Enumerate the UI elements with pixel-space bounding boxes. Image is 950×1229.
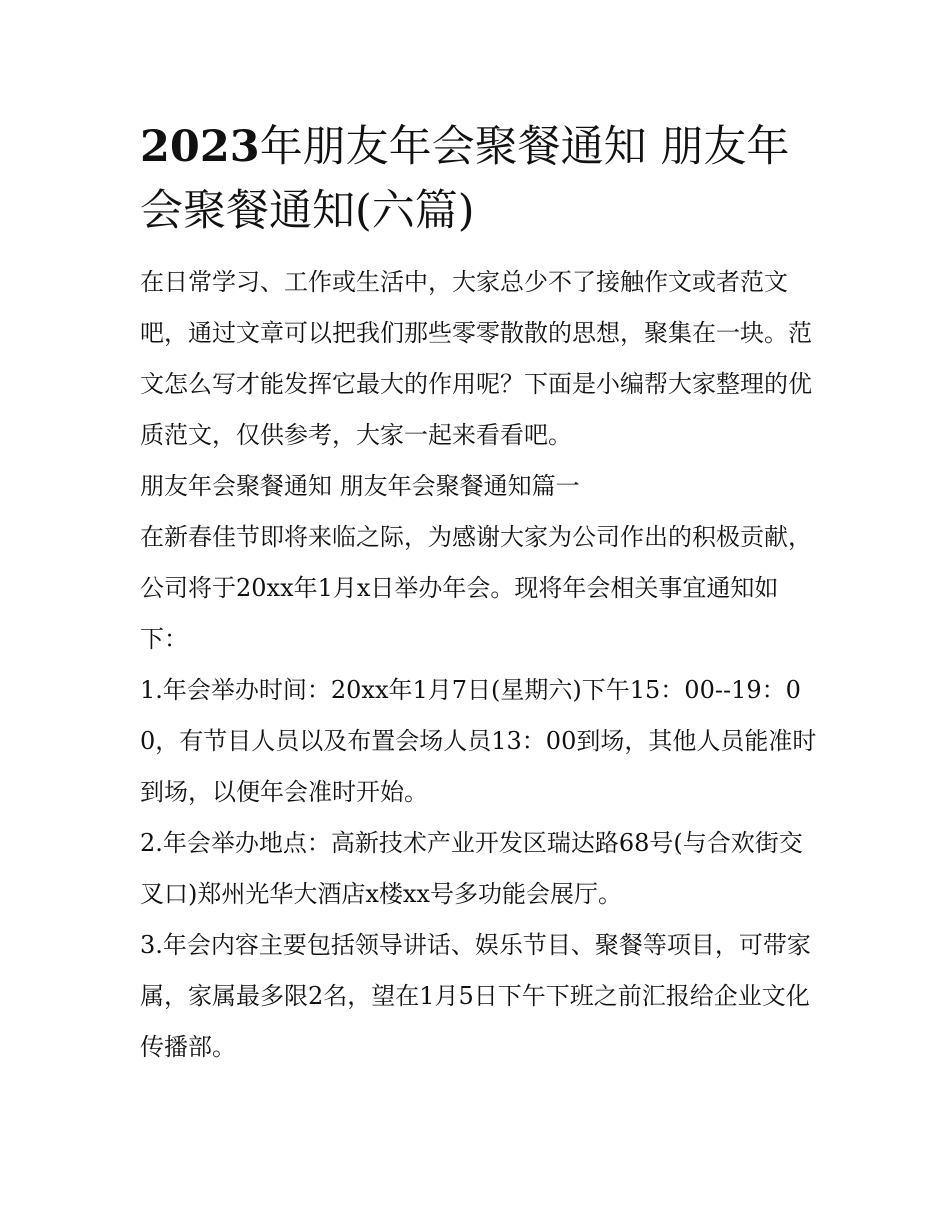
title-year: 2023: [140, 122, 260, 172]
list-item-content: 3.年会内容主要包括领导讲话、娱乐节目、聚餐等项目，可带家属，家属最多限2名，望在1月5日下午下班之前汇报给企业文化传播部。: [140, 931, 811, 1061]
title-text: 年朋友年会聚餐通知 朋友年会聚餐通知(六篇): [140, 122, 790, 236]
list-item-time: 1.年会举办时间：20xx年1月7日(星期六)下午15：00--19：00，有节目人员以及布置会场人员13：00到场，其他人员能准时到场，以便年会准时开始。: [140, 676, 817, 806]
document-title: [140, 115, 820, 243]
section-heading: 朋友年会聚餐通知 朋友年会聚餐通知篇一: [140, 472, 580, 500]
list-item-location: 2.年会举办地点：高新技术产业开发区瑞达路68号(与合欢街交叉口)郑州光华大酒店x楼xx号多功能会展厅。: [140, 829, 803, 908]
notice-paragraph: 在新春佳节即将来临之际，为感谢大家为公司作出的积极贡献，公司将于20xx年1月x日举办年会。现将年会相关事宜通知如下：: [140, 523, 812, 653]
intro-paragraph: 在日常学习、工作或生活中，大家总少不了接触作文或者范文吧，通过文章可以把我们那些零零散散的思想，聚集在一块。范文怎么写才能发挥它最大的作用呢？下面是小编帮大家整理的优质范文，仅供参考，大家一起来看看吧。: [140, 268, 812, 449]
document-body: [140, 115, 820, 1073]
